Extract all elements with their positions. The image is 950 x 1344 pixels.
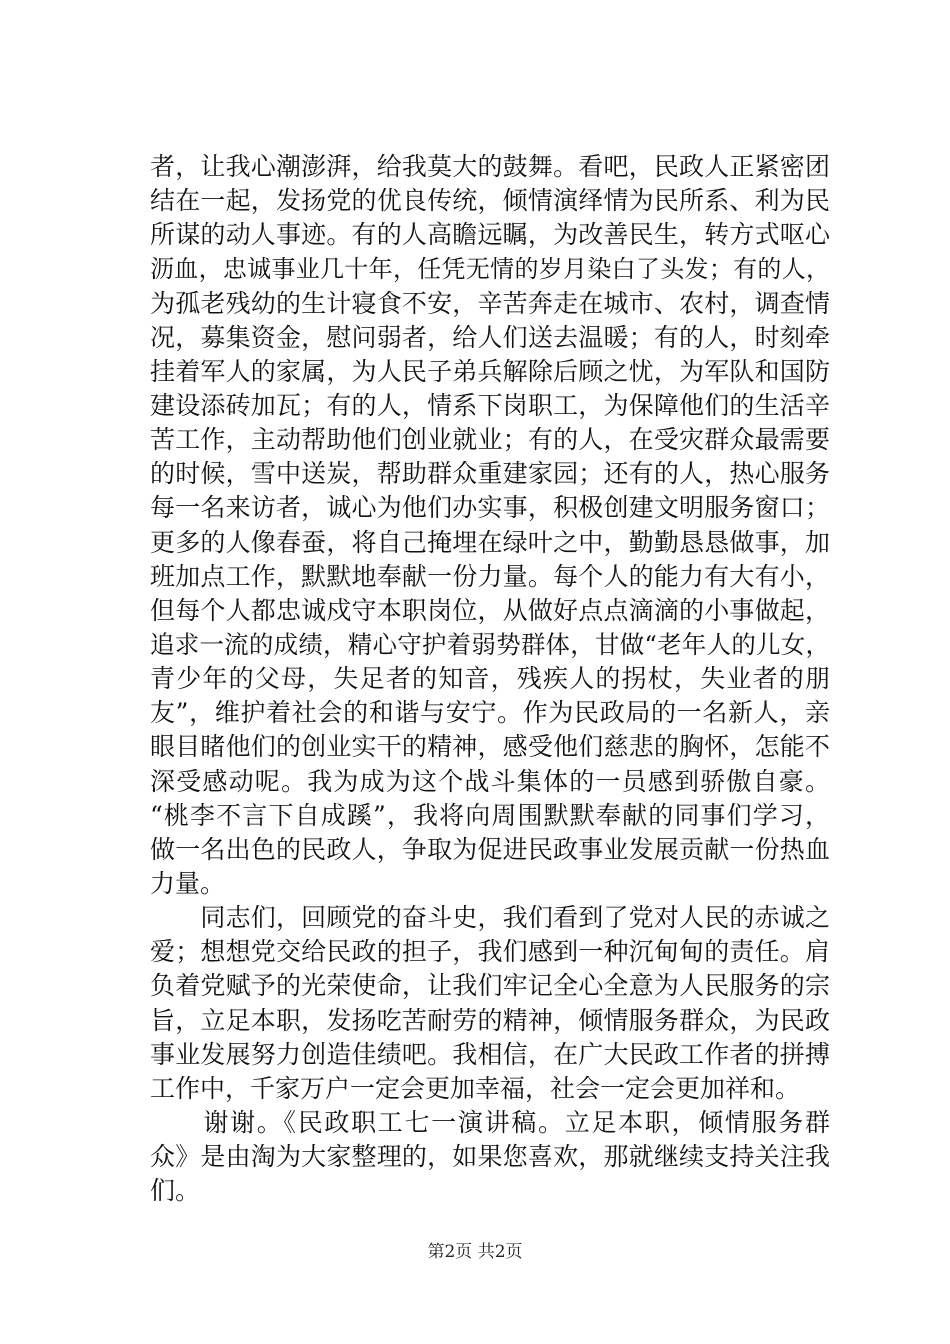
text-line: 旨，立足本职，发扬吃苦耐劳的精神，倾情服务群众，为民政 [150,1005,830,1035]
text-line: 谢谢。《民政职工七一演讲稿。立足本职，倾情服务群 [150,1107,830,1137]
text-line: 众》是由淘为大家整理的，如果您喜欢，那就继续支持关注我 [150,1142,830,1172]
text-line: 沥血，忠诚事业几十年，任凭无情的岁月染白了头发；有的人， [150,255,830,284]
text-line: 班加点工作，默默地奉献一份力量。每个人的能力有大有小， [150,561,830,591]
text-line: 为孤老残幼的生计寝食不安，辛苦奔走在城市、农村，调查情 [150,288,830,318]
text-line: 力量。 [150,868,226,898]
text-line: 爱；想想党交给民政的担子，我们感到一种沉甸甸的责任。肩 [150,937,830,967]
text-line: 况，募集资金，慰问弱者，给人们送去温暖；有的人，时刻牵 [150,322,830,352]
text-line: 每一名来访者，诚心为他们办实事，积极创建文明服务窗口； [150,493,830,523]
text-line: 做一名出色的民政人，争取为促进民政事业发展贡献一份热血 [150,834,830,864]
text-line: 事业发展努力创造佳绩吧。我相信，在广大民政工作者的拼搏 [150,1039,830,1069]
text-line: 友”，维护着社会的和谐与安宁。作为民政局的一名新人，亲 [150,698,830,728]
text-line: 建设添砖加瓦；有的人，情系下岗职工，为保障他们的生活辛 [150,390,830,420]
text-line: 的时候，雪中送炭，帮助群众重建家园；还有的人，热心服务 [150,459,830,489]
text-line: “桃李不言下自成蹊”，我将向周围默默奉献的同事们学习， [150,800,830,830]
text-line: 眼目睹他们的创业实干的精神，感受他们慈悲的胸怀，怎能不 [150,732,830,762]
page-number-footer: 第2页 共2页 [427,1242,523,1262]
text-line: 负着党赋予的光荣使命，让我们牢记全心全意为人民服务的宗 [150,971,830,1001]
text-line: 追求一流的成绩，精心守护着弱势群体，甘做“老年人的儿女， [150,629,830,659]
text-line: 者，让我心潮澎湃，给我莫大的鼓舞。看吧，民政人正紧密团 [150,152,830,181]
text-line: 挂着军人的家属，为人民子弟兵解除后顾之忧，为军队和国防 [150,356,830,386]
text-line: 工作中，千家万户一定会更加幸福，社会一定会更加祥和。 [150,1073,801,1103]
text-line: 结在一起，发扬党的优良传统，倾情演绎情为民所系、利为民 [150,186,830,216]
document-body [150,150,830,1208]
text-line: 但每个人都忠诚戍守本职岗位，从做好点点滴滴的小事做起， [150,595,830,625]
text-line: 同志们，回顾党的奋斗史，我们看到了党对人民的赤诚之 [150,903,830,933]
text-line: 深受感动呢。我为成为这个战斗集体的一员感到骄傲自豪。 [150,766,830,796]
text-line: 青少年的父母，失足者的知音，残疾人的拐杖，失业者的朋 [150,664,830,694]
text-line: 苦工作，主动帮助他们创业就业；有的人，在受灾群众最需要 [150,425,830,455]
text-line: 所谋的动人事迹。有的人高瞻远瞩，为改善民生，转方式呕心 [150,220,830,250]
text-line: 们。 [150,1176,201,1206]
text-line: 更多的人像春蚕，将自己掩埋在绿叶之中，勤勤恳恳做事，加 [150,527,830,557]
